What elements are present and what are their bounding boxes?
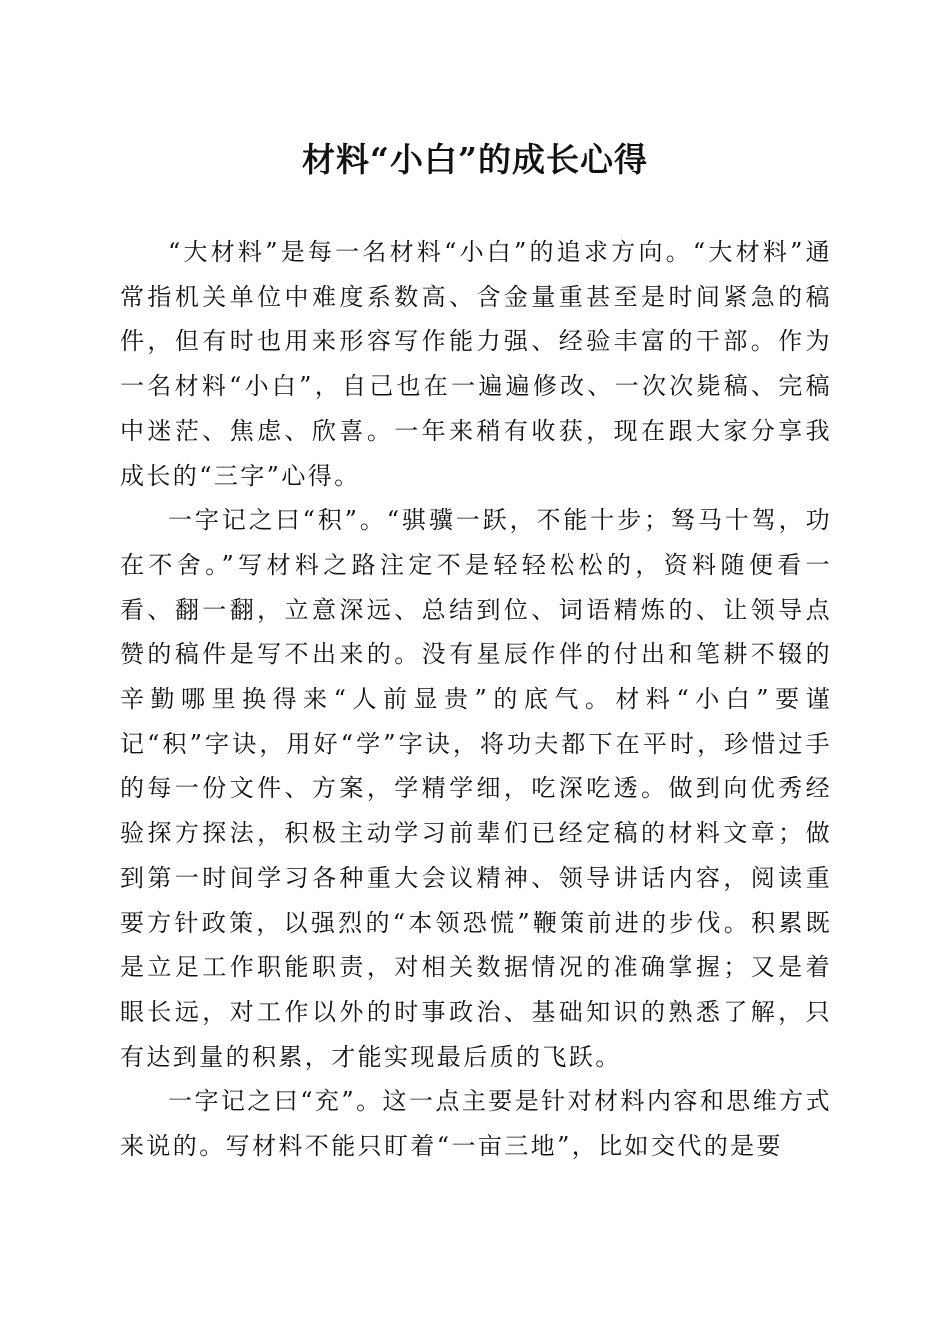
paragraph-intro: “大材料”是每一名材料“小白”的追求方向。“大材料”通常指机关单位中难度系数高、含金量重甚至是时间紧急的稿件，但有时也用来形容写作能力强、经验丰富的干部。作为一名材料“小白”，自己也在一遍遍修改、一次次毙稿、完稿中迷茫、焦虑、欣喜。一年来稍有收获，现在跟大家分享我成长的“三字”心得。 — [120, 238, 832, 490]
paragraph-chong: 一字记之曰“充”。这一点主要是针对材料内容和思维方式来说的。写材料不能只盯着“一亩三地”，比如交代的是要 — [120, 1087, 832, 1161]
document-title: 材料“小白”的成长心得 — [302, 140, 648, 179]
paragraph-ji: 一字记之曰“积”。“骐骥一跃，不能十步；驽马十驾，功在不舍。”写材料之路注定不是轻轻松松的，资料随便看一看、翻一翻，立意深远、总结到位、词语精炼的、让领导点赞的稿件是写不出来的。没有星辰作伴的付出和笔耕不辍的辛勤哪里换得来“人前显贵”的底气。材料“小白”要谨记“积”字诀，用好“学”字诀，将功夫都下在平时，珍惜过手的每一份文件、方案，学精学细，吃深吃透。做到向优秀经验探方探法，积极主动学习前辈们已经定稿的材料文章；做到第一时间学习各种重大会议精神、领导讲话内容，阅读重要方针政策，以强烈的“本领恐慌”鞭策前进的步伐。积累既是立足工作职能职责，对相关数据情况的准确掌握；又是着眼长远，对工作以外的时事政治、基础知识的熟悉了解，只有达到量的积累，才能实现最后质的飞跃。 — [120, 506, 832, 1071]
document-body — [120, 230, 832, 1169]
